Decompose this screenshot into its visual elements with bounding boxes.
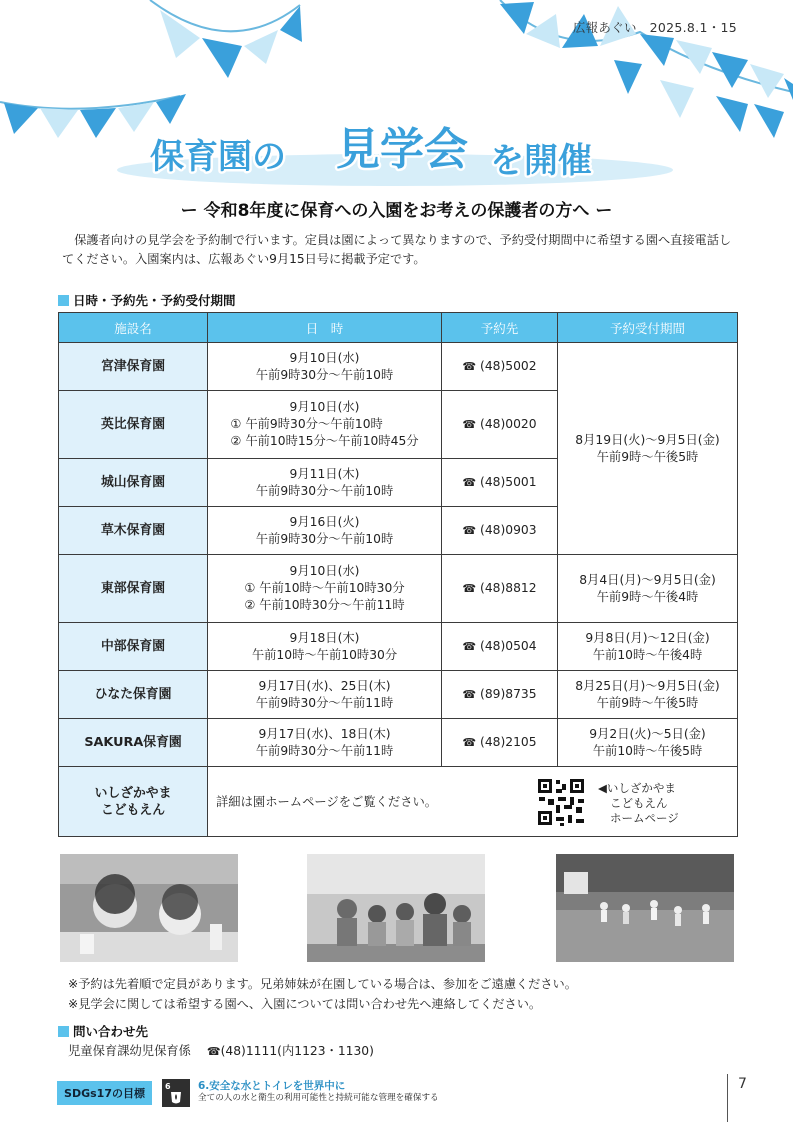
datetime-cell: 9月18日(木) 午前10時～午前10時30分 [208, 623, 442, 671]
square-bullet-icon [58, 295, 69, 306]
sdgs-goal-title: 6.安全な水とトイレを世界中に [198, 1080, 346, 1092]
note-item: ※見学会に関しては希望する園へ、入園については問い合わせ先へ連絡してください。 [68, 997, 542, 1011]
header-period: 予約受付期間 [558, 313, 738, 343]
header-facility: 施設名 [59, 313, 208, 343]
title-part-2: 見学会 [336, 124, 468, 175]
reservation-phone: ☎ (48)0903 [442, 507, 558, 555]
subtitle: ー 令和8年度に保育への入園をお考えの保護者の方へ ー [180, 201, 613, 221]
facility-name: 東部保育園 [59, 555, 208, 623]
contact-phone: (48)1111(内1123・1130) [220, 1044, 374, 1058]
telephone-icon: ☎ [462, 582, 477, 595]
table-row [59, 623, 738, 671]
reservation-phone: ☎ (89)8735 [442, 671, 558, 719]
publication-date: 広報あぐい 2025.8.1・15 [572, 20, 737, 35]
reservation-phone: ☎ (48)0020 [442, 391, 558, 459]
reservation-phone: ☎ (48)5002 [442, 343, 558, 391]
table-row [59, 719, 738, 767]
svg-text:6: 6 [165, 1082, 171, 1091]
photo-children-running [556, 854, 734, 962]
telephone-icon: ☎ [462, 688, 477, 701]
facility-name: SAKURA保育園 [59, 719, 208, 767]
table-header-row [59, 313, 738, 343]
note-item: ※予約は先着順で定員があります。兄弟姉妹が在園している場合は、参加をご遠慮ください。 [68, 977, 577, 991]
telephone-icon: ☎ [462, 524, 477, 537]
sdgs-badge: SDGs17の目標 [57, 1081, 152, 1105]
datetime-cell: 9月17日(水)、25日(木) 午前9時30分～午前11時 [208, 671, 442, 719]
table-row [59, 671, 738, 719]
title-part-3: を開催 [490, 141, 592, 181]
title-part-1: 保育園の [150, 137, 286, 177]
period-cell: 8月19日(火)～9月5日(金) 午前9時～午後5時 [558, 343, 738, 555]
schedule-table [58, 312, 738, 837]
intro-paragraph: 保護者向けの見学会を予約制で行います。定員は園によって異なりますので、予約受付期間中に希望する園へ直接電話してください。入園案内は、広報あぐい9月15日号に掲載予定です。 [62, 233, 732, 266]
datetime-cell: 9月10日(水) ① 午前10時～午前10時30分 ② 午前10時30分～午前11時 [208, 555, 442, 623]
facility-name: 城山保育園 [59, 459, 208, 507]
facility-name: ひなた保育園 [59, 671, 208, 719]
datetime-cell: 9月10日(水) 午前9時30分～午前10時 [208, 343, 442, 391]
schedule-section-label: 日時・予約先・予約受付期間 [58, 291, 236, 309]
facility-name: 中部保育園 [59, 623, 208, 671]
period-cell: 8月25日(月)～9月5日(金) 午前9時～午後5時 [558, 671, 738, 719]
facility-name: 草木保育園 [59, 507, 208, 555]
reservation-phone: ☎ (48)8812 [442, 555, 558, 623]
reservation-phone: ☎ (48)5001 [442, 459, 558, 507]
table-row [59, 555, 738, 623]
table-row [59, 767, 738, 837]
qr-code-icon[interactable] [536, 777, 586, 827]
datetime-cell: 9月10日(水) ① 午前9時30分～午前10時 ② 午前10時15分～午前10時45分 [208, 391, 442, 459]
sdgs-goal6-icon [162, 1079, 190, 1107]
datetime-cell: 9月16日(火) 午前9時30分～午前10時 [208, 507, 442, 555]
page-number: 7 [738, 1076, 747, 1092]
footer-divider [727, 1074, 728, 1122]
telephone-icon: ☎ [462, 418, 477, 431]
page-title [0, 118, 793, 188]
header-datetime: 日 時 [208, 313, 442, 343]
period-cell: 9月8日(月)～12日(金) 午前10時～午後4時 [558, 623, 738, 671]
photo-children-group [307, 854, 485, 962]
telephone-icon: ☎ [206, 1045, 221, 1058]
period-cell: 9月2日(火)～5日(金) 午前10時～午後5時 [558, 719, 738, 767]
facility-name: 英比保育園 [59, 391, 208, 459]
telephone-icon: ☎ [462, 640, 477, 653]
sdgs-goal-description: 全ての人の水と衛生の利用可能性と持続可能な管理を確保する [198, 1093, 439, 1103]
facility-name: いしざかやま こどもえん [59, 767, 208, 837]
contact-info [68, 1041, 374, 1059]
square-bullet-icon [58, 1026, 69, 1037]
photo-children-eating [60, 854, 238, 962]
qr-caption: ◀いしざかやま こどもえん ホームページ [598, 781, 679, 825]
telephone-icon: ☎ [462, 476, 477, 489]
datetime-cell: 9月11日(木) 午前9時30分～午前10時 [208, 459, 442, 507]
facility-name: 宮津保育園 [59, 343, 208, 391]
datetime-cell: 9月17日(水)、18日(木) 午前9時30分～午前11時 [208, 719, 442, 767]
telephone-icon: ☎ [462, 360, 477, 373]
reservation-phone: ☎ (48)2105 [442, 719, 558, 767]
period-cell: 8月4日(月)～9月5日(金) 午前9時～午後4時 [558, 555, 738, 623]
notes [68, 974, 577, 1014]
homepage-detail-text: 詳細は園ホームページをご覧ください。 [216, 795, 438, 809]
homepage-info-cell [208, 767, 738, 837]
table-row [59, 343, 738, 391]
contact-department: 児童保育課幼児保育係 [68, 1044, 191, 1058]
contact-section-label: 問い合わせ先 [58, 1022, 148, 1040]
reservation-phone: ☎ (48)0504 [442, 623, 558, 671]
header-reservation: 予約先 [442, 313, 558, 343]
telephone-icon: ☎ [462, 736, 477, 749]
